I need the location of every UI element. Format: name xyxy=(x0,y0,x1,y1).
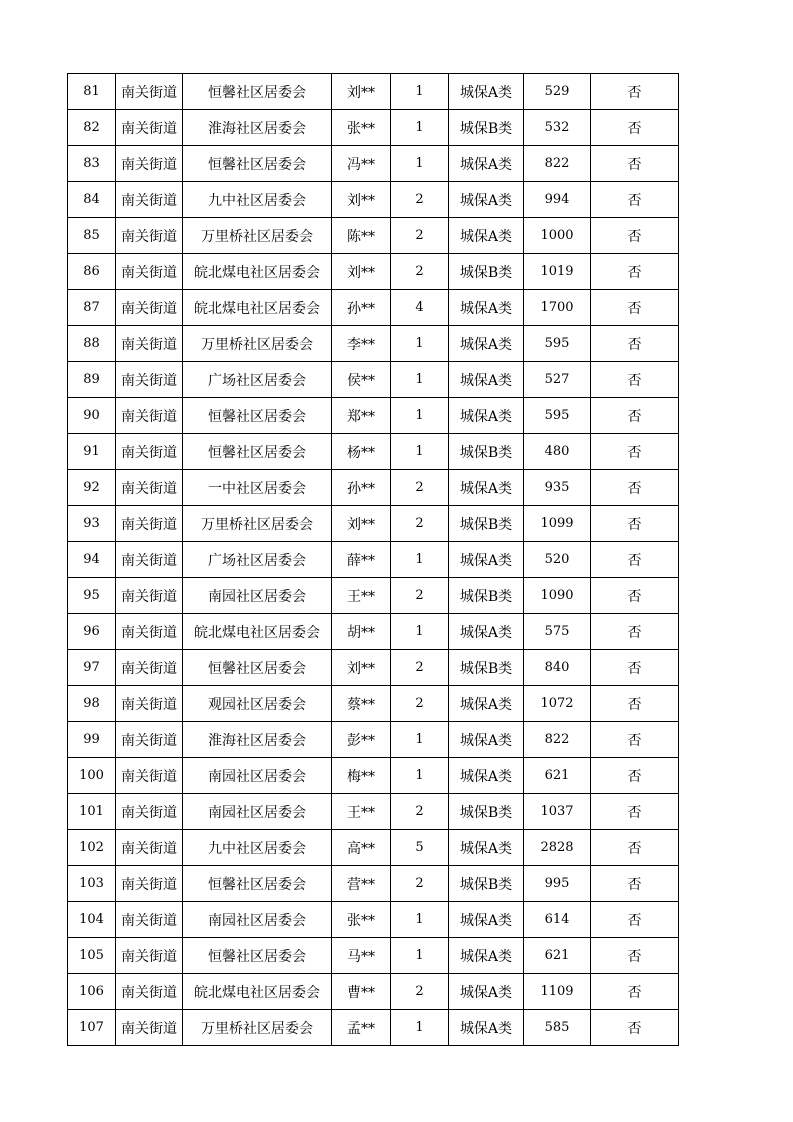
cell-flag: 否 xyxy=(591,398,679,434)
cell-household-size: 2 xyxy=(391,218,449,254)
cell-street: 南关街道 xyxy=(116,650,183,686)
cell-insurance-type: 城保B类 xyxy=(449,434,524,470)
cell-amount: 595 xyxy=(524,398,591,434)
cell-community: 淮海社区居委会 xyxy=(183,722,332,758)
cell-community: 恒馨社区居委会 xyxy=(183,398,332,434)
cell-row-number: 95 xyxy=(68,578,116,614)
cell-row-number: 82 xyxy=(68,110,116,146)
cell-street: 南关街道 xyxy=(116,1010,183,1046)
cell-household-size: 1 xyxy=(391,542,449,578)
cell-insurance-type: 城保A类 xyxy=(449,362,524,398)
cell-insurance-type: 城保A类 xyxy=(449,938,524,974)
cell-household-size: 2 xyxy=(391,578,449,614)
cell-community: 万里桥社区居委会 xyxy=(183,218,332,254)
cell-name: 李** xyxy=(332,326,391,362)
cell-community: 恒馨社区居委会 xyxy=(183,146,332,182)
cell-row-number: 81 xyxy=(68,74,116,110)
cell-community: 南园社区居委会 xyxy=(183,902,332,938)
cell-flag: 否 xyxy=(591,506,679,542)
cell-flag: 否 xyxy=(591,650,679,686)
table-row xyxy=(68,650,679,686)
cell-household-size: 1 xyxy=(391,146,449,182)
cell-community: 南园社区居委会 xyxy=(183,758,332,794)
cell-name: 刘** xyxy=(332,254,391,290)
cell-amount: 995 xyxy=(524,866,591,902)
cell-name: 张** xyxy=(332,110,391,146)
cell-household-size: 2 xyxy=(391,182,449,218)
cell-insurance-type: 城保B类 xyxy=(449,866,524,902)
cell-community: 皖北煤电社区居委会 xyxy=(183,254,332,290)
cell-street: 南关街道 xyxy=(116,830,183,866)
cell-row-number: 92 xyxy=(68,470,116,506)
cell-amount: 1037 xyxy=(524,794,591,830)
table-row xyxy=(68,686,679,722)
cell-amount: 1090 xyxy=(524,578,591,614)
cell-row-number: 94 xyxy=(68,542,116,578)
cell-insurance-type: 城保A类 xyxy=(449,830,524,866)
cell-name: 孙** xyxy=(332,290,391,326)
cell-street: 南关街道 xyxy=(116,254,183,290)
cell-community: 九中社区居委会 xyxy=(183,182,332,218)
cell-amount: 575 xyxy=(524,614,591,650)
cell-row-number: 100 xyxy=(68,758,116,794)
cell-community: 南园社区居委会 xyxy=(183,794,332,830)
cell-name: 曹** xyxy=(332,974,391,1010)
cell-name: 刘** xyxy=(332,74,391,110)
cell-flag: 否 xyxy=(591,794,679,830)
cell-amount: 2828 xyxy=(524,830,591,866)
cell-amount: 585 xyxy=(524,1010,591,1046)
cell-household-size: 1 xyxy=(391,938,449,974)
cell-amount: 1019 xyxy=(524,254,591,290)
cell-street: 南关街道 xyxy=(116,398,183,434)
table-row xyxy=(68,974,679,1010)
cell-street: 南关街道 xyxy=(116,146,183,182)
table-row xyxy=(68,938,679,974)
cell-street: 南关街道 xyxy=(116,686,183,722)
cell-flag: 否 xyxy=(591,578,679,614)
cell-row-number: 90 xyxy=(68,398,116,434)
cell-street: 南关街道 xyxy=(116,902,183,938)
cell-row-number: 87 xyxy=(68,290,116,326)
cell-insurance-type: 城保A类 xyxy=(449,614,524,650)
cell-household-size: 2 xyxy=(391,974,449,1010)
cell-row-number: 83 xyxy=(68,146,116,182)
table-row xyxy=(68,614,679,650)
cell-community: 皖北煤电社区居委会 xyxy=(183,290,332,326)
cell-amount: 822 xyxy=(524,722,591,758)
cell-amount: 595 xyxy=(524,326,591,362)
cell-street: 南关街道 xyxy=(116,470,183,506)
cell-street: 南关街道 xyxy=(116,974,183,1010)
cell-insurance-type: 城保A类 xyxy=(449,758,524,794)
cell-insurance-type: 城保A类 xyxy=(449,902,524,938)
table-row xyxy=(68,542,679,578)
cell-name: 彭** xyxy=(332,722,391,758)
cell-insurance-type: 城保B类 xyxy=(449,110,524,146)
cell-insurance-type: 城保A类 xyxy=(449,74,524,110)
cell-amount: 1099 xyxy=(524,506,591,542)
cell-community: 恒馨社区居委会 xyxy=(183,866,332,902)
table-row xyxy=(68,398,679,434)
cell-amount: 840 xyxy=(524,650,591,686)
cell-flag: 否 xyxy=(591,110,679,146)
table-row xyxy=(68,794,679,830)
table-row xyxy=(68,866,679,902)
cell-name: 陈** xyxy=(332,218,391,254)
cell-street: 南关街道 xyxy=(116,794,183,830)
cell-row-number: 88 xyxy=(68,326,116,362)
cell-street: 南关街道 xyxy=(116,434,183,470)
cell-name: 蔡** xyxy=(332,686,391,722)
cell-flag: 否 xyxy=(591,254,679,290)
cell-amount: 527 xyxy=(524,362,591,398)
table-row xyxy=(68,1010,679,1046)
cell-amount: 480 xyxy=(524,434,591,470)
cell-household-size: 1 xyxy=(391,902,449,938)
cell-household-size: 1 xyxy=(391,614,449,650)
table-row xyxy=(68,902,679,938)
cell-amount: 1072 xyxy=(524,686,591,722)
cell-insurance-type: 城保A类 xyxy=(449,974,524,1010)
cell-row-number: 101 xyxy=(68,794,116,830)
cell-insurance-type: 城保A类 xyxy=(449,146,524,182)
cell-row-number: 98 xyxy=(68,686,116,722)
cell-street: 南关街道 xyxy=(116,362,183,398)
cell-community: 淮海社区居委会 xyxy=(183,110,332,146)
cell-flag: 否 xyxy=(591,722,679,758)
cell-insurance-type: 城保A类 xyxy=(449,542,524,578)
cell-street: 南关街道 xyxy=(116,722,183,758)
table-row xyxy=(68,470,679,506)
cell-household-size: 2 xyxy=(391,794,449,830)
cell-amount: 532 xyxy=(524,110,591,146)
cell-row-number: 102 xyxy=(68,830,116,866)
cell-flag: 否 xyxy=(591,218,679,254)
cell-amount: 1700 xyxy=(524,290,591,326)
cell-household-size: 4 xyxy=(391,290,449,326)
table-row xyxy=(68,758,679,794)
table-row xyxy=(68,506,679,542)
cell-amount: 1000 xyxy=(524,218,591,254)
cell-amount: 935 xyxy=(524,470,591,506)
cell-street: 南关街道 xyxy=(116,218,183,254)
cell-name: 冯** xyxy=(332,146,391,182)
cell-row-number: 104 xyxy=(68,902,116,938)
cell-street: 南关街道 xyxy=(116,74,183,110)
table-row xyxy=(68,254,679,290)
cell-community: 观园社区居委会 xyxy=(183,686,332,722)
cell-community: 皖北煤电社区居委会 xyxy=(183,614,332,650)
cell-community: 万里桥社区居委会 xyxy=(183,326,332,362)
cell-amount: 520 xyxy=(524,542,591,578)
cell-flag: 否 xyxy=(591,1010,679,1046)
cell-row-number: 107 xyxy=(68,1010,116,1046)
table-row xyxy=(68,218,679,254)
cell-flag: 否 xyxy=(591,866,679,902)
cell-household-size: 1 xyxy=(391,722,449,758)
cell-flag: 否 xyxy=(591,686,679,722)
cell-insurance-type: 城保A类 xyxy=(449,686,524,722)
cell-community: 万里桥社区居委会 xyxy=(183,506,332,542)
cell-amount: 1109 xyxy=(524,974,591,1010)
cell-street: 南关街道 xyxy=(116,578,183,614)
table-row xyxy=(68,362,679,398)
cell-household-size: 2 xyxy=(391,470,449,506)
cell-insurance-type: 城保B类 xyxy=(449,254,524,290)
cell-amount: 529 xyxy=(524,74,591,110)
cell-flag: 否 xyxy=(591,974,679,1010)
cell-name: 杨** xyxy=(332,434,391,470)
cell-amount: 621 xyxy=(524,758,591,794)
cell-name: 张** xyxy=(332,902,391,938)
cell-street: 南关街道 xyxy=(116,542,183,578)
cell-name: 梅** xyxy=(332,758,391,794)
cell-name: 郑** xyxy=(332,398,391,434)
cell-flag: 否 xyxy=(591,290,679,326)
cell-street: 南关街道 xyxy=(116,758,183,794)
cell-household-size: 1 xyxy=(391,758,449,794)
cell-name: 营** xyxy=(332,866,391,902)
cell-flag: 否 xyxy=(591,614,679,650)
cell-name: 王** xyxy=(332,794,391,830)
cell-community: 恒馨社区居委会 xyxy=(183,74,332,110)
cell-street: 南关街道 xyxy=(116,614,183,650)
cell-flag: 否 xyxy=(591,470,679,506)
cell-flag: 否 xyxy=(591,146,679,182)
cell-row-number: 91 xyxy=(68,434,116,470)
cell-flag: 否 xyxy=(591,362,679,398)
cell-community: 万里桥社区居委会 xyxy=(183,1010,332,1046)
cell-row-number: 97 xyxy=(68,650,116,686)
cell-household-size: 1 xyxy=(391,362,449,398)
cell-name: 侯** xyxy=(332,362,391,398)
cell-amount: 822 xyxy=(524,146,591,182)
cell-street: 南关街道 xyxy=(116,938,183,974)
cell-community: 九中社区居委会 xyxy=(183,830,332,866)
cell-amount: 614 xyxy=(524,902,591,938)
cell-row-number: 99 xyxy=(68,722,116,758)
cell-flag: 否 xyxy=(591,758,679,794)
cell-name: 胡** xyxy=(332,614,391,650)
cell-street: 南关街道 xyxy=(116,866,183,902)
cell-insurance-type: 城保A类 xyxy=(449,218,524,254)
cell-street: 南关街道 xyxy=(116,326,183,362)
table-row xyxy=(68,722,679,758)
cell-name: 孟** xyxy=(332,1010,391,1046)
cell-community: 皖北煤电社区居委会 xyxy=(183,974,332,1010)
table-row xyxy=(68,146,679,182)
cell-insurance-type: 城保A类 xyxy=(449,470,524,506)
cell-insurance-type: 城保B类 xyxy=(449,794,524,830)
cell-household-size: 1 xyxy=(391,74,449,110)
cell-name: 薛** xyxy=(332,542,391,578)
cell-street: 南关街道 xyxy=(116,110,183,146)
cell-household-size: 2 xyxy=(391,866,449,902)
table-row xyxy=(68,74,679,110)
cell-insurance-type: 城保A类 xyxy=(449,290,524,326)
table-row xyxy=(68,290,679,326)
cell-community: 广场社区居委会 xyxy=(183,542,332,578)
table-row xyxy=(68,326,679,362)
cell-street: 南关街道 xyxy=(116,506,183,542)
table-row xyxy=(68,182,679,218)
cell-amount: 621 xyxy=(524,938,591,974)
cell-name: 王** xyxy=(332,578,391,614)
cell-community: 恒馨社区居委会 xyxy=(183,434,332,470)
cell-community: 南园社区居委会 xyxy=(183,578,332,614)
cell-household-size: 1 xyxy=(391,398,449,434)
cell-row-number: 96 xyxy=(68,614,116,650)
cell-household-size: 5 xyxy=(391,830,449,866)
cell-community: 一中社区居委会 xyxy=(183,470,332,506)
records-table xyxy=(67,73,679,1046)
cell-flag: 否 xyxy=(591,938,679,974)
cell-household-size: 1 xyxy=(391,1010,449,1046)
cell-flag: 否 xyxy=(591,830,679,866)
cell-row-number: 105 xyxy=(68,938,116,974)
cell-flag: 否 xyxy=(591,542,679,578)
cell-row-number: 89 xyxy=(68,362,116,398)
cell-name: 高** xyxy=(332,830,391,866)
cell-name: 孙** xyxy=(332,470,391,506)
cell-household-size: 2 xyxy=(391,686,449,722)
cell-row-number: 93 xyxy=(68,506,116,542)
cell-insurance-type: 城保B类 xyxy=(449,506,524,542)
cell-street: 南关街道 xyxy=(116,182,183,218)
cell-household-size: 1 xyxy=(391,326,449,362)
cell-street: 南关街道 xyxy=(116,290,183,326)
cell-flag: 否 xyxy=(591,902,679,938)
cell-row-number: 85 xyxy=(68,218,116,254)
table-row xyxy=(68,110,679,146)
cell-name: 马** xyxy=(332,938,391,974)
cell-flag: 否 xyxy=(591,326,679,362)
cell-row-number: 103 xyxy=(68,866,116,902)
cell-insurance-type: 城保A类 xyxy=(449,182,524,218)
cell-insurance-type: 城保B类 xyxy=(449,650,524,686)
table-row xyxy=(68,434,679,470)
cell-household-size: 1 xyxy=(391,110,449,146)
cell-flag: 否 xyxy=(591,434,679,470)
table-row xyxy=(68,578,679,614)
cell-name: 刘** xyxy=(332,650,391,686)
cell-household-size: 2 xyxy=(391,650,449,686)
cell-insurance-type: 城保A类 xyxy=(449,1010,524,1046)
cell-insurance-type: 城保A类 xyxy=(449,722,524,758)
cell-household-size: 1 xyxy=(391,434,449,470)
cell-community: 恒馨社区居委会 xyxy=(183,938,332,974)
records-table-body xyxy=(68,74,679,1046)
cell-community: 恒馨社区居委会 xyxy=(183,650,332,686)
cell-insurance-type: 城保A类 xyxy=(449,326,524,362)
cell-insurance-type: 城保A类 xyxy=(449,398,524,434)
cell-flag: 否 xyxy=(591,74,679,110)
cell-flag: 否 xyxy=(591,182,679,218)
cell-insurance-type: 城保B类 xyxy=(449,578,524,614)
table-row xyxy=(68,830,679,866)
cell-row-number: 106 xyxy=(68,974,116,1010)
cell-household-size: 2 xyxy=(391,506,449,542)
cell-name: 刘** xyxy=(332,506,391,542)
cell-name: 刘** xyxy=(332,182,391,218)
cell-amount: 994 xyxy=(524,182,591,218)
cell-row-number: 86 xyxy=(68,254,116,290)
cell-community: 广场社区居委会 xyxy=(183,362,332,398)
cell-row-number: 84 xyxy=(68,182,116,218)
cell-household-size: 2 xyxy=(391,254,449,290)
